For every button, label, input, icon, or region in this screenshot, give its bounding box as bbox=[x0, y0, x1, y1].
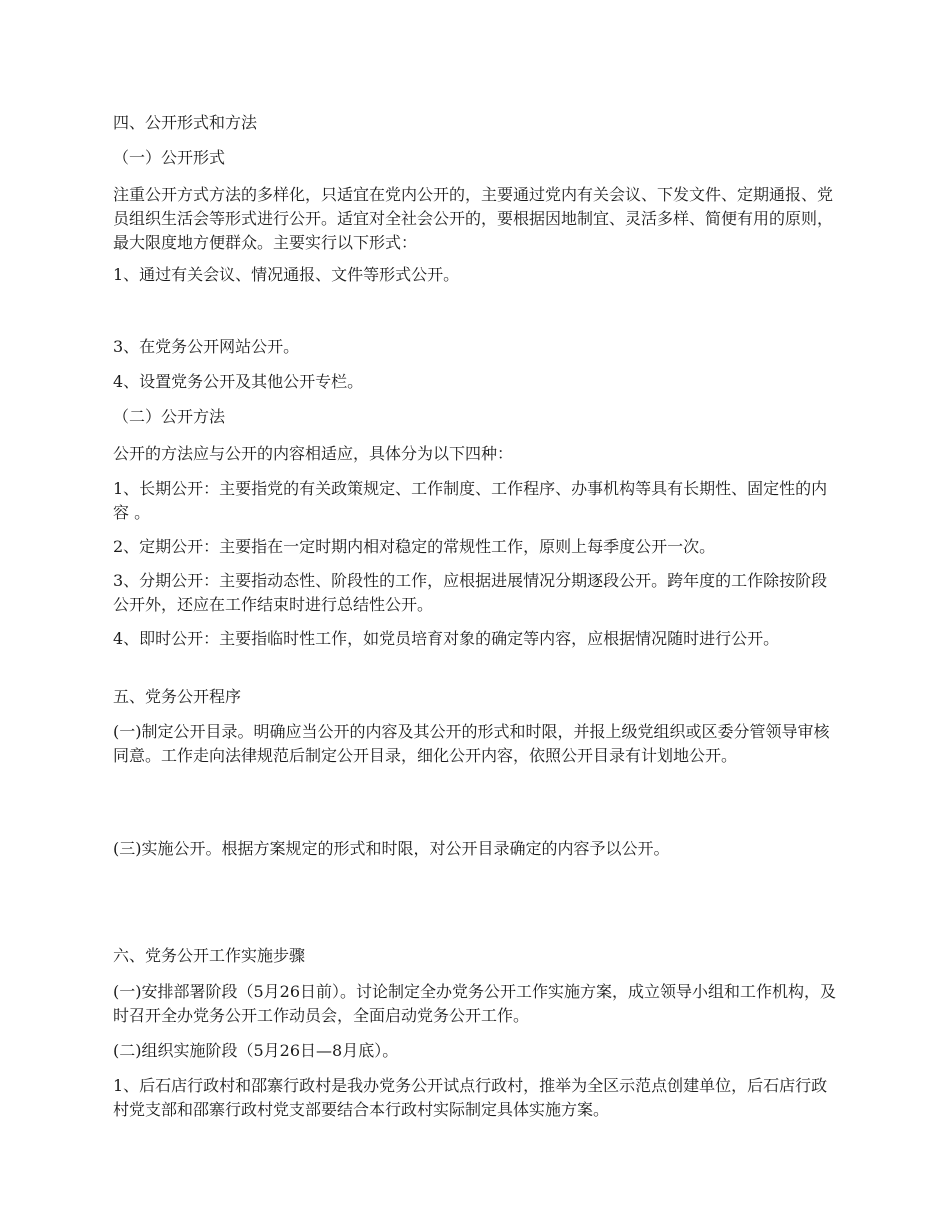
list-item-method-2: 2、定期公开：主要指在一定时期内相对稳定的常规性工作，原则上每季度公开一次。 bbox=[113, 537, 716, 556]
paragraph-procedure-1: (一)制定公开目录。明确应当公开的内容及其公开的形式和时限，并报上级党组织或区委分管领导审核同意。工作走向法律规范后制定公开目录，细化公开内容，依照公开目录有计划地公开。 bbox=[113, 722, 830, 765]
subheading-disclosure-methods: （二）公开方法 bbox=[113, 407, 226, 426]
list-item-form-1: 1、通过有关会议、情况通报、文件等形式公开。 bbox=[113, 265, 460, 284]
heading-section-6: 六、党务公开工作实施步骤 bbox=[113, 946, 306, 965]
list-item-method-4: 4、即时公开：主要指临时性工作，如党员培育对象的确定等内容，应根据情况随时进行公开。 bbox=[113, 629, 780, 648]
paragraph-methods-intro: 公开的方法应与公开的内容相适应，具体分为以下四种： bbox=[113, 444, 514, 463]
paragraph-step-1: (一)安排部署阶段（5月26日前）。讨论制定全办党务公开工作实施方案，成立领导小组和工作机构，及时召开全办党务公开工作动员会，全面启动党务公开工作。 bbox=[113, 982, 837, 1025]
paragraph-step-2-item-1: 1、后石店行政村和邵寨行政村是我办党务公开试点行政村，推举为全区示范点创建单位，后石店行政村党支部和邵寨行政村党支部要结合本行政村实际制定具体实施方案。 bbox=[113, 1076, 828, 1119]
list-item-method-1: 1、长期公开：主要指党的有关政策规定、工作制度、工作程序、办事机构等具有长期性、固定性的内容 。 bbox=[113, 479, 828, 522]
paragraph-step-2: (二)组织实施阶段（5月26日—8月底）。 bbox=[113, 1041, 399, 1060]
list-item-form-3: 3、在党务公开网站公开。 bbox=[113, 337, 300, 356]
list-item-method-3: 3、分期公开：主要指动态性、阶段性的工作，应根据进展情况分期逐段公开。跨年度的工作除按阶段公开外，还应在工作结束时进行总结性公开。 bbox=[113, 571, 828, 614]
list-item-form-4: 4、设置党务公开及其他公开专栏。 bbox=[113, 372, 364, 391]
heading-section-5: 五、党务公开程序 bbox=[113, 687, 242, 706]
paragraph-forms-intro: 注重公开方式方法的多样化，只适宜在党内公开的，主要通过党内有关会议、下发文件、定期通报、党员组织生活会等形式进行公开。适宜对全社会公开的，要根据因地制宜、灵活多样、简便有用的原则，最大限度地方便群众。主要实行以下形式： bbox=[113, 185, 834, 252]
subheading-disclosure-forms: （一）公开形式 bbox=[113, 148, 226, 167]
heading-section-4: 四、公开形式和方法 bbox=[113, 113, 258, 132]
paragraph-procedure-3: (三)实施公开。根据方案规定的形式和时限，对公开目录确定的内容予以公开。 bbox=[113, 839, 670, 858]
